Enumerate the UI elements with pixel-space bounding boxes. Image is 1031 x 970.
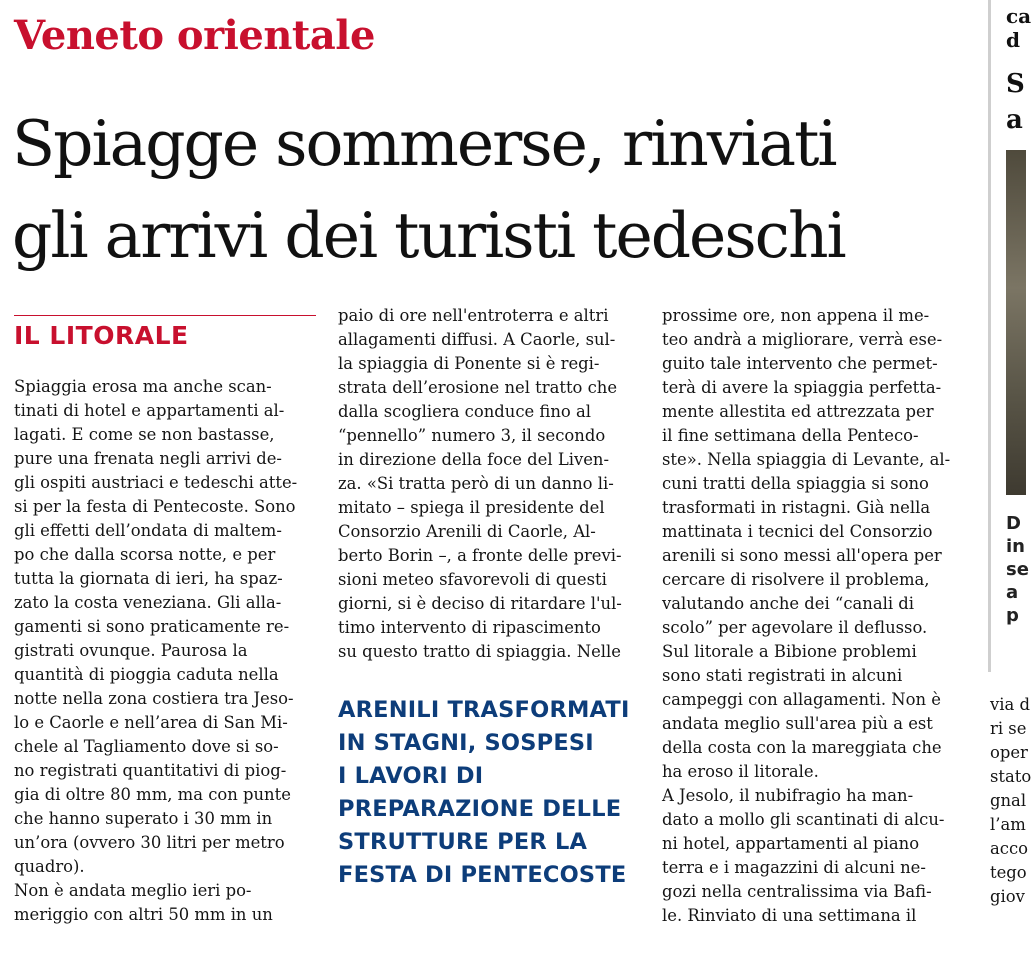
side-text-line: stato: [990, 767, 1031, 786]
side-text-line: l’am: [990, 815, 1026, 834]
article-line: Spiaggia erosa ma anche scan-: [14, 377, 272, 396]
article-line: cuni tratti della spiaggia si sono: [662, 474, 929, 493]
article-line: scolo” per agevolare il deflusso.: [662, 618, 928, 637]
article-line: mente allestita ed attrezzata per: [662, 402, 934, 421]
side-article: [988, 0, 1031, 970]
kicker: Veneto orientale: [14, 12, 375, 59]
article-column-2: [338, 304, 640, 664]
article-line: notte nella zona costiera tra Jeso-: [14, 689, 294, 708]
side-text: [990, 693, 1031, 909]
article-line: ni hotel, appartamenti al piano: [662, 834, 920, 853]
side-text-line: via d: [990, 695, 1030, 714]
article-line: Consorzio Arenili di Caorle, Al-: [338, 522, 596, 541]
article-line: andata meglio sull'area più a est: [662, 714, 933, 733]
article-line: terra e i magazzini di alcuni ne-: [662, 858, 926, 877]
headline: [12, 98, 972, 282]
article-line: le. Rinviato di una settimana il: [662, 906, 917, 925]
pull-quote-line: IN STAGNI, SOSPESI: [338, 730, 594, 756]
article-line: valutando anche dei “canali di: [662, 594, 915, 613]
pull-quote-line: ARENILI TRASFORMATI: [338, 697, 630, 723]
side-headline-line: a: [1006, 105, 1023, 135]
article-line: Sul litorale a Bibione problemi: [662, 642, 917, 661]
side-text-line: gnal: [990, 791, 1027, 810]
side-text-line: oper: [990, 743, 1028, 762]
pull-quote-line: STRUTTURE PER LA: [338, 829, 588, 855]
article-line: Non è andata meglio ieri po-: [14, 881, 252, 900]
article-line: un’ora (ovvero 30 litri per metro: [14, 833, 285, 852]
article-line: berto Borin –, a fronte delle previ-: [338, 546, 622, 565]
article-line: chele al Tagliamento dove si so-: [14, 737, 279, 756]
article-line: teo andrà a migliorare, verrà ese-: [662, 330, 943, 349]
pull-quote: [338, 694, 638, 892]
side-caption: [1006, 512, 1029, 627]
article-line: meriggio con altri 50 mm in un: [14, 905, 273, 924]
side-caption-line: a: [1006, 582, 1019, 603]
article-line: terà di avere la spiaggia perfetta-: [662, 378, 942, 397]
article-line: su questo tratto di spiaggia. Nelle: [338, 642, 621, 661]
article-line: quantità di pioggia caduta nella: [14, 665, 279, 684]
article-column-3: [662, 304, 966, 928]
article-line: tinati di hotel e appartamenti al-: [14, 401, 285, 420]
article-line: dato a mollo gli scantinati di alcu-: [662, 810, 945, 829]
article-line: strata dell’erosione nel tratto che: [338, 378, 618, 397]
article-line: la spiaggia di Ponente si è regi-: [338, 354, 600, 373]
side-caption-line: se: [1006, 559, 1029, 580]
article-line: “pennello” numero 3, il secondo: [338, 426, 606, 445]
side-caption-line: D: [1006, 513, 1021, 534]
side-top-line: ca: [1006, 4, 1031, 28]
article-line: mattinata i tecnici del Consorzio: [662, 522, 933, 541]
article-line: cercare di risolvere il problema,: [662, 570, 930, 589]
article-line: A Jesolo, il nubifragio ha man-: [662, 786, 914, 805]
article-line: timo intervento di ripascimento: [338, 618, 601, 637]
article-line: gli effetti dell’ondata di maltem-: [14, 521, 282, 540]
pull-quote-line: I LAVORI DI: [338, 763, 484, 789]
article-line: sioni meteo sfavorevoli di questi: [338, 570, 607, 589]
article-line: della costa con la mareggiata che: [662, 738, 942, 757]
side-headline-line: S: [1006, 69, 1025, 99]
side-top-line: d: [1006, 28, 1020, 52]
article-line: lo e Caorle e nell’area di San Mi-: [14, 713, 288, 732]
headline-line: Spiagge sommerse, rinviati: [12, 107, 836, 180]
article-column-1: [14, 375, 314, 927]
side-text-line: ri se: [990, 719, 1027, 738]
article-line: tutta la giornata di ieri, ha spaz-: [14, 569, 283, 588]
article-line: guito tale intervento che permet-: [662, 354, 938, 373]
article-line: no registrati quantitativi di piog-: [14, 761, 287, 780]
article-line: gozi nella centralissima via Bafi-: [662, 882, 932, 901]
article-line: gli ospiti austriaci e tedeschi atte-: [14, 473, 298, 492]
side-caption-line: in: [1006, 536, 1025, 557]
article-line: ste». Nella spiaggia di Levante, al-: [662, 450, 951, 469]
pull-quote-line: FESTA DI PENTECOSTE: [338, 862, 627, 888]
side-text-line: giov: [990, 887, 1025, 906]
article-line: gia di oltre 80 mm, ma con punte: [14, 785, 291, 804]
article-line: si per la festa di Pentecoste. Sono: [14, 497, 296, 516]
article-line: lagati. E come se non bastasse,: [14, 425, 275, 444]
article-line: che hanno superato i 30 mm in: [14, 809, 273, 828]
side-divider: [988, 0, 991, 672]
headline-line: gli arrivi dei turisti tedeschi: [12, 199, 845, 272]
article-line: po che dalla scorsa notte, e per: [14, 545, 276, 564]
article-line: allagamenti diffusi. A Caorle, sul-: [338, 330, 616, 349]
article-line: gamenti si sono praticamente re-: [14, 617, 290, 636]
article-line: ha eroso il litorale.: [662, 762, 819, 781]
side-headline: [1006, 66, 1025, 138]
article-line: za. «Si tratta però di un danno li-: [338, 474, 614, 493]
section-label: IL LITORALE: [14, 321, 189, 350]
article-line: gistrati ovunque. Paurosa la: [14, 641, 248, 660]
article-line: sono stati registrati in alcuni: [662, 666, 903, 685]
article-line: dalla scogliera conduce fino al: [338, 402, 592, 421]
article-line: in direzione della foce del Liven-: [338, 450, 609, 469]
article-line: campeggi con allagamenti. Non è: [662, 690, 941, 709]
pull-quote-line: PREPARAZIONE DELLE: [338, 796, 622, 822]
article-line: il fine settimana della Penteco-: [662, 426, 919, 445]
side-caption-line: p: [1006, 605, 1019, 626]
side-top-text: [1006, 4, 1031, 52]
article-line: quadro).: [14, 857, 85, 876]
section-rule: [14, 315, 316, 316]
side-text-line: tego: [990, 863, 1027, 882]
article-line: prossime ore, non appena il me-: [662, 306, 930, 325]
side-photo: [1006, 150, 1026, 495]
article-line: zato la costa veneziana. Gli alla-: [14, 593, 282, 612]
article-line: trasformati in ristagni. Già nella: [662, 498, 931, 517]
article-line: arenili si sono messi all'opera per: [662, 546, 942, 565]
article-line: mitato – spiega il presidente del: [338, 498, 605, 517]
article-line: giorni, si è deciso di ritardare l'ul-: [338, 594, 622, 613]
article-line: pure una frenata negli arrivi de-: [14, 449, 282, 468]
article-line: paio di ore nell'entroterra e altri: [338, 306, 609, 325]
side-text-line: acco: [990, 839, 1028, 858]
